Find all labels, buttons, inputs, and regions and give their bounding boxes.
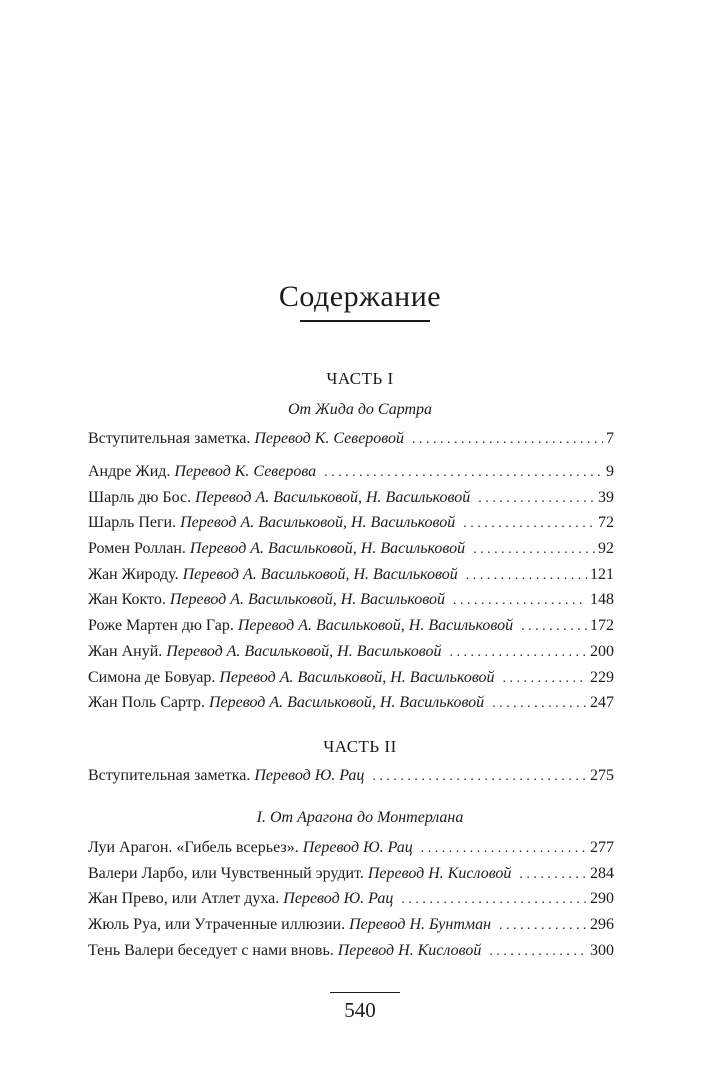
dot-leader bbox=[453, 593, 587, 609]
toc-page-number: 92 bbox=[598, 540, 614, 558]
dot-leader bbox=[489, 944, 587, 960]
toc-author: Ромен Роллан. bbox=[88, 540, 186, 558]
toc-page-number: 172 bbox=[590, 617, 614, 635]
toc-author: Жан Прево, или Атлет духа. bbox=[88, 890, 280, 908]
toc-page-number: 275 bbox=[590, 767, 614, 784]
dot-leader bbox=[499, 918, 587, 934]
dot-leader bbox=[478, 491, 595, 507]
toc-part-1-list bbox=[88, 463, 614, 720]
toc-author: Шарль дю Бос. bbox=[88, 488, 192, 506]
toc-translator: Перевод А. Васильковой, Н. Васильковой bbox=[166, 642, 442, 660]
toc-row[interactable] bbox=[88, 694, 614, 720]
toc-translator: Перевод Ю. Рац bbox=[283, 890, 394, 908]
toc-translator: Перевод А. Васильковой, Н. Васильковой bbox=[237, 617, 514, 635]
toc-page-number: 121 bbox=[590, 565, 614, 583]
toc-row[interactable] bbox=[88, 489, 614, 515]
toc-author: Роже Мартен дю Гар. bbox=[88, 617, 234, 635]
toc-page-number: 148 bbox=[590, 591, 614, 609]
toc-translator: Перевод Ю. Рац bbox=[302, 839, 413, 856]
part-1-heading: ЧАСТЬ I bbox=[326, 369, 394, 388]
toc-author: Жюль Руа, или Утраченные иллюзии. bbox=[88, 916, 346, 934]
toc-page-number: 277 bbox=[590, 839, 614, 856]
toc-part-2-list bbox=[88, 839, 614, 967]
toc-author: Шарль Пеги. bbox=[88, 514, 177, 532]
title-underline bbox=[300, 320, 430, 322]
toc-row[interactable] bbox=[88, 916, 614, 942]
toc-row[interactable] bbox=[88, 865, 614, 891]
part-2-heading: ЧАСТЬ II bbox=[323, 737, 397, 756]
toc-page-number: 284 bbox=[590, 864, 614, 882]
toc-page-number: 72 bbox=[598, 514, 614, 532]
toc-translator: Перевод К. Северовой bbox=[254, 430, 405, 447]
toc-author: Луи Арагон. «Гибель всерьез». bbox=[88, 839, 299, 856]
dot-leader bbox=[492, 696, 587, 712]
dot-leader bbox=[503, 671, 587, 687]
toc-page-number: 39 bbox=[598, 488, 614, 506]
dot-leader bbox=[473, 542, 595, 558]
toc-row[interactable] bbox=[88, 942, 614, 968]
dot-leader bbox=[521, 619, 587, 635]
toc-translator: Перевод А. Васильковой, Н. Васильковой bbox=[182, 565, 458, 583]
toc-row[interactable] bbox=[88, 669, 614, 695]
toc-author: Вступительная заметка. bbox=[88, 430, 251, 447]
toc-author: Андре Жид. bbox=[88, 463, 171, 480]
toc-translator: Перевод Н. Бунтман bbox=[349, 916, 492, 934]
toc-author: Жан Кокто. bbox=[88, 591, 166, 609]
toc-translator: Перевод А. Васильковой, Н. Васильковой bbox=[219, 668, 495, 686]
dot-leader bbox=[463, 516, 595, 532]
toc-row[interactable] bbox=[88, 617, 614, 643]
toc-part-1-intro bbox=[88, 430, 614, 456]
toc-row[interactable] bbox=[88, 566, 614, 592]
toc-page-number: 7 bbox=[606, 430, 614, 447]
toc-translator: Перевод Н. Кисловой bbox=[367, 864, 512, 882]
toc-author: Валери Ларбо, или Чувственный эрудит. bbox=[88, 864, 364, 882]
toc-row[interactable] bbox=[88, 463, 614, 489]
toc-page-number: 229 bbox=[590, 668, 614, 686]
toc-page-number: 290 bbox=[590, 890, 614, 908]
footer-rule bbox=[330, 992, 400, 993]
toc-row[interactable] bbox=[88, 767, 614, 793]
toc-row[interactable] bbox=[88, 514, 614, 540]
toc-translator: Перевод А. Васильковой, Н. Васильковой bbox=[180, 514, 456, 532]
dot-leader bbox=[421, 841, 587, 857]
page-title: Содержание bbox=[278, 280, 442, 313]
part-2-section-title: I. От Арагона до Монтерлана bbox=[256, 809, 464, 826]
toc-author: Симона де Бовуар. bbox=[88, 668, 216, 686]
toc-translator: Перевод А. Васильковой, Н. Васильковой bbox=[195, 488, 471, 506]
toc-row[interactable] bbox=[88, 430, 614, 456]
toc-translator: Перевод А. Васильковой, Н. Васильковой bbox=[169, 591, 446, 609]
toc-translator: Перевод А. Васильковой, Н. Васильковой bbox=[208, 694, 485, 712]
dot-leader bbox=[401, 892, 587, 908]
dot-leader bbox=[372, 769, 587, 785]
toc-page-number: 247 bbox=[590, 694, 614, 712]
toc-page-number: 200 bbox=[590, 642, 614, 660]
toc-author: Тень Валери беседует с нами вновь. bbox=[88, 941, 334, 959]
toc-author: Жан Поль Сартр. bbox=[88, 694, 205, 712]
dot-leader bbox=[466, 568, 587, 584]
toc-translator: Перевод К. Северова bbox=[174, 463, 317, 480]
toc-author: Жан Ануй. bbox=[88, 642, 163, 660]
toc-page-number: 9 bbox=[606, 463, 614, 480]
toc-translator: Перевод Ю. Рац bbox=[254, 767, 365, 784]
toc-row[interactable] bbox=[88, 540, 614, 566]
toc-row[interactable] bbox=[88, 591, 614, 617]
toc-row[interactable] bbox=[88, 643, 614, 669]
toc-page-number: 296 bbox=[590, 916, 614, 934]
dot-leader bbox=[324, 465, 603, 481]
part-1-subtitle: От Жида до Сартра bbox=[287, 401, 433, 418]
toc-translator: Перевод А. Васильковой, Н. Васильковой bbox=[189, 540, 466, 558]
toc-author: Жан Жироду. bbox=[88, 565, 179, 583]
dot-leader bbox=[412, 432, 603, 448]
toc-author: Вступительная заметка. bbox=[88, 767, 251, 784]
dot-leader bbox=[519, 867, 587, 883]
toc-part-2-intro bbox=[88, 767, 614, 793]
page-number: 540 bbox=[344, 998, 376, 1022]
toc-page-number: 300 bbox=[590, 941, 614, 959]
toc-row[interactable] bbox=[88, 839, 614, 865]
toc-row[interactable] bbox=[88, 890, 614, 916]
toc-translator: Перевод Н. Кисловой bbox=[337, 941, 482, 959]
dot-leader bbox=[449, 645, 587, 661]
